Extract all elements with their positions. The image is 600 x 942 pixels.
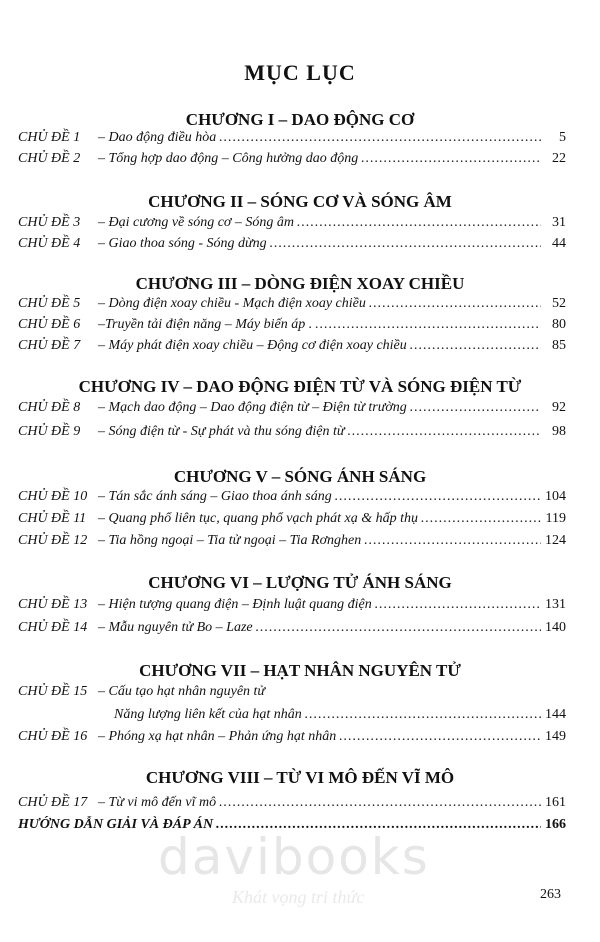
entry-title: – Dao động điều hòa — [98, 130, 217, 145]
entry-page: 80 — [552, 317, 566, 332]
entry-label: CHỦ ĐỀ 11 — [18, 511, 87, 526]
leader-dots — [348, 424, 542, 440]
entry-label: CHỦ ĐỀ 10 — [18, 489, 88, 504]
watermark-slogan: Khát vọng tri thức — [232, 887, 365, 907]
entry-title: Năng lượng liên kết của hạt nhân — [114, 707, 302, 722]
toc-entry[interactable] — [18, 511, 566, 531]
entry-label: CHỦ ĐỀ 4 — [18, 236, 81, 251]
leader-dots — [335, 489, 541, 505]
entry-title: – Mẫu nguyên tử Bo – Laze — [98, 620, 253, 635]
toc-entry[interactable] — [18, 236, 566, 256]
entry-title: – Tán sắc ánh sáng – Giao thoa ánh sáng — [98, 489, 332, 504]
entry-label: CHỦ ĐỀ 17 — [18, 795, 88, 810]
entry-page: 124 — [545, 533, 566, 548]
toc-entry[interactable] — [18, 533, 566, 553]
chapter-heading: CHƯƠNG VIII – TỪ VI MÔ ĐẾN VĨ MÔ — [145, 768, 455, 787]
toc-entry[interactable] — [18, 400, 566, 420]
entry-label: CHỦ ĐỀ 12 — [18, 533, 88, 548]
entry-page: 52 — [552, 296, 566, 311]
entry-label: CHỦ ĐỀ 15 — [18, 684, 88, 699]
entry-page: 119 — [545, 511, 566, 526]
toc-entry[interactable] — [18, 317, 566, 337]
entry-label: CHỦ ĐỀ 2 — [18, 151, 81, 166]
entry-page: 44 — [552, 236, 566, 251]
chapter-heading: CHƯƠNG V – SÓNG ÁNH SÁNG — [173, 467, 427, 486]
entry-title: – Mạch dao động – Dao động điện từ – Điện từ trường — [98, 400, 407, 415]
entry-page: 144 — [545, 707, 566, 722]
entry-page: 140 — [545, 620, 566, 635]
page-title: MỤC LỤC — [244, 60, 356, 85]
leader-dots — [315, 317, 541, 333]
chapter-heading: CHƯƠNG VII – HẠT NHÂN NGUYÊN TỬ — [139, 661, 461, 680]
entry-page: 22 — [552, 151, 566, 166]
entry-page: 161 — [545, 795, 566, 810]
entry-title: – Sóng điện từ - Sự phát và thu sóng điện từ — [98, 424, 345, 439]
entry-label: CHỦ ĐỀ 16 — [18, 729, 88, 744]
leader-dots — [375, 597, 541, 613]
entry-title: –Truyền tải điện năng – Máy biến áp . — [98, 317, 313, 332]
entry-title: – Từ vi mô đến vĩ mô — [98, 795, 217, 810]
toc-entry[interactable] — [18, 338, 566, 358]
leader-dots — [270, 236, 541, 252]
entry-title: – Phóng xạ hạt nhân – Phản ứng hạt nhân — [98, 729, 337, 744]
entry-label: CHỦ ĐỀ 14 — [18, 620, 88, 635]
leader-dots — [410, 400, 541, 416]
leader-dots — [297, 215, 541, 231]
leader-dots — [369, 296, 541, 312]
toc-entry[interactable] — [114, 707, 566, 727]
entry-title: – Tổng hợp dao động – Công hưởng dao động — [98, 151, 359, 166]
leader-dots — [364, 533, 541, 549]
entry-label: CHỦ ĐỀ 13 — [18, 597, 88, 612]
toc-entry[interactable] — [18, 215, 566, 235]
leader-dots — [361, 151, 541, 167]
entry-label: CHỦ ĐỀ 9 — [18, 424, 81, 439]
leader-dots — [305, 707, 541, 723]
entry-page: 131 — [545, 597, 566, 612]
toc-entry[interactable] — [18, 795, 566, 815]
toc-entry[interactable] — [18, 620, 566, 640]
entry-label: CHỦ ĐỀ 7 — [18, 338, 81, 353]
leader-dots — [256, 620, 541, 636]
entry-title: – Quang phổ liên tục, quang phổ vạch phát xạ & hấp thụ — [98, 511, 419, 526]
leader-dots — [219, 795, 541, 811]
entry-title: – Đại cương về sóng cơ – Sóng âm — [98, 215, 294, 230]
toc-entry[interactable] — [18, 424, 566, 444]
toc-entry[interactable] — [18, 597, 566, 617]
entry-title: – Hiện tượng quang điện – Định luật quang điện — [98, 597, 372, 612]
entry-label: CHỦ ĐỀ 6 — [18, 317, 81, 332]
entry-label: CHỦ ĐỀ 5 — [18, 296, 81, 311]
toc-entry[interactable] — [18, 151, 566, 171]
leader-dots — [421, 511, 541, 527]
entry-title: – Giao thoa sóng - Sóng dừng — [98, 236, 267, 251]
chapter-heading: CHƯƠNG VI – LƯỢNG TỬ ÁNH SÁNG — [148, 573, 452, 592]
entry-title: – Tia hồng ngoại – Tia tử ngoại – Tia Rơnghen — [98, 533, 362, 548]
entry-page: 166 — [545, 817, 566, 832]
entry-page: 5 — [559, 130, 566, 145]
toc-entry[interactable] — [18, 489, 566, 509]
entry-page: 85 — [552, 338, 566, 353]
entry-label: CHỦ ĐỀ 8 — [18, 400, 81, 415]
leader-dots — [339, 729, 541, 745]
entry-label: CHỦ ĐỀ 3 — [18, 215, 81, 230]
entry-title: – Máy phát điện xoay chiều – Động cơ điện xoay chiều — [98, 338, 407, 353]
entry-page: 92 — [552, 400, 566, 415]
chapter-heading: CHƯƠNG III – DÒNG ĐIỆN XOAY CHIỀU — [135, 274, 465, 293]
entry-page: 31 — [552, 215, 566, 230]
leader-dots — [219, 130, 541, 146]
chapter-heading: CHƯƠNG II – SÓNG CƠ VÀ SÓNG ÂM — [148, 192, 452, 211]
chapter-heading: CHƯƠNG IV – DAO ĐỘNG ĐIỆN TỪ VÀ SÓNG ĐIỆN TỪ — [78, 377, 522, 396]
chapter-heading: CHƯƠNG I – DAO ĐỘNG CƠ — [185, 110, 415, 129]
toc-entry[interactable] — [18, 296, 566, 316]
entry-page: 104 — [545, 489, 566, 504]
watermark-logo: davibooks — [158, 828, 430, 886]
toc-entry[interactable] — [18, 684, 566, 704]
entry-title: HƯỚNG DẪN GIẢI VÀ ĐÁP ÁN — [18, 817, 214, 832]
entry-label: CHỦ ĐỀ 1 — [18, 130, 81, 145]
entry-title: – Dòng điện xoay chiều - Mạch điện xoay chiều — [98, 296, 366, 311]
page-number: 263 — [540, 887, 561, 902]
toc-entry[interactable] — [18, 729, 566, 749]
entry-title: – Cấu tạo hạt nhân nguyên tử — [98, 684, 266, 699]
leader-dots — [410, 338, 541, 354]
entry-page: 98 — [552, 424, 566, 439]
entry-page: 149 — [545, 729, 566, 744]
toc-entry[interactable] — [18, 130, 566, 150]
